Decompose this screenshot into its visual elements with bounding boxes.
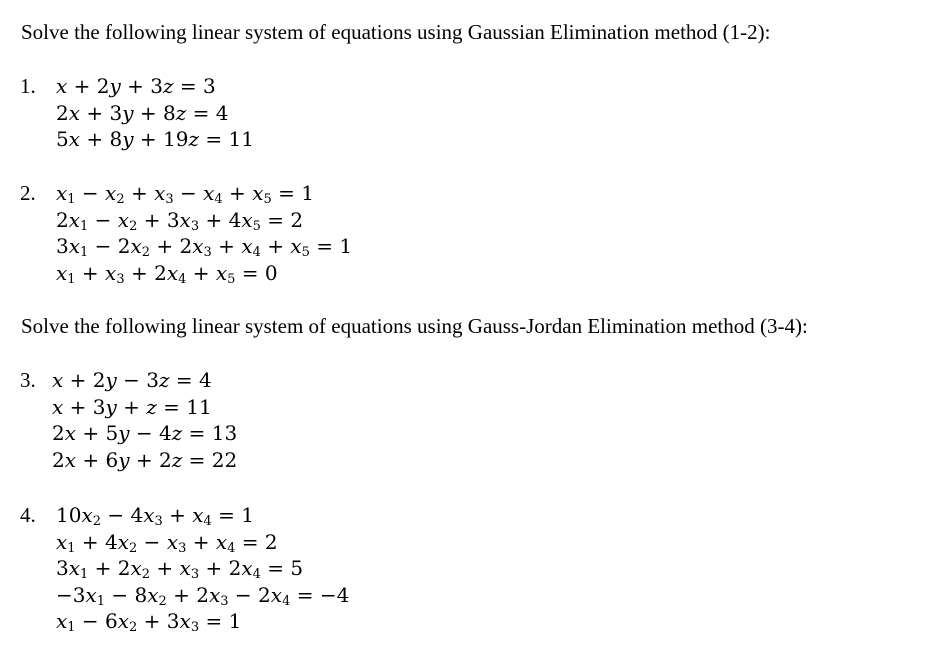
equation: 2x + 5y − 4z = 13 (52, 421, 238, 445)
equation-list (52, 367, 237, 473)
equation-list (56, 502, 349, 635)
section-heading-gauss-jordan: Solve the following linear system of equations using Gauss-Jordan Elimination method (3-4): (21, 314, 808, 338)
equation: x + 2y + 3z = 3 (56, 74, 216, 98)
equation: 5x + 8y + 19z = 11 (56, 127, 254, 151)
problem-number: 1. (20, 74, 36, 98)
equation: $-3x_1 - 8x_2 + 2x_3 - 2x_4 = -4$ (56, 582, 350, 609)
equation: $x_1 + 4x_2 - x_3 + x_4 = 2$ (56, 529, 278, 556)
equation: $3x_1 + 2x_2 + x_3 + 2x_4 = 5$ (56, 556, 304, 582)
equation: 2x + 3y + 8z = 4 (56, 100, 229, 125)
problem-number: 3. (20, 368, 36, 392)
equation: x + 2y − 3z = 4 (52, 368, 212, 392)
equation: $3x_1 - 2x_2 + 2x_3 + x_4 + x_5 = 1$ (56, 234, 353, 260)
problem-number: 4. (20, 503, 36, 527)
problem-number: 2. (20, 181, 36, 205)
equation: x + 3y + z = 11 (52, 394, 212, 419)
equation-list (56, 73, 254, 153)
equation: $x_1 - 6x_2 + 3x_3 = 1$ (56, 609, 242, 635)
equation: $x_1 - x_2 + x_3 - x_4 + x_5 = 1$ (56, 181, 314, 207)
equation: $x_1 + x_3 + 2x_4 + x_5 = 0$ (56, 260, 278, 287)
equation: $10x_2 - 4x_3 + x_4 = 1$ (56, 503, 255, 529)
section-heading-gaussian: Solve the following linear system of equations using Gaussian Elimination method (1-2): (21, 20, 771, 44)
equation-list (56, 180, 352, 286)
equation: 2x + 6y + 2z = 22 (52, 447, 238, 472)
equation: $2x_1 - x_2 + 3x_3 + 4x_5 = 2$ (56, 207, 304, 234)
